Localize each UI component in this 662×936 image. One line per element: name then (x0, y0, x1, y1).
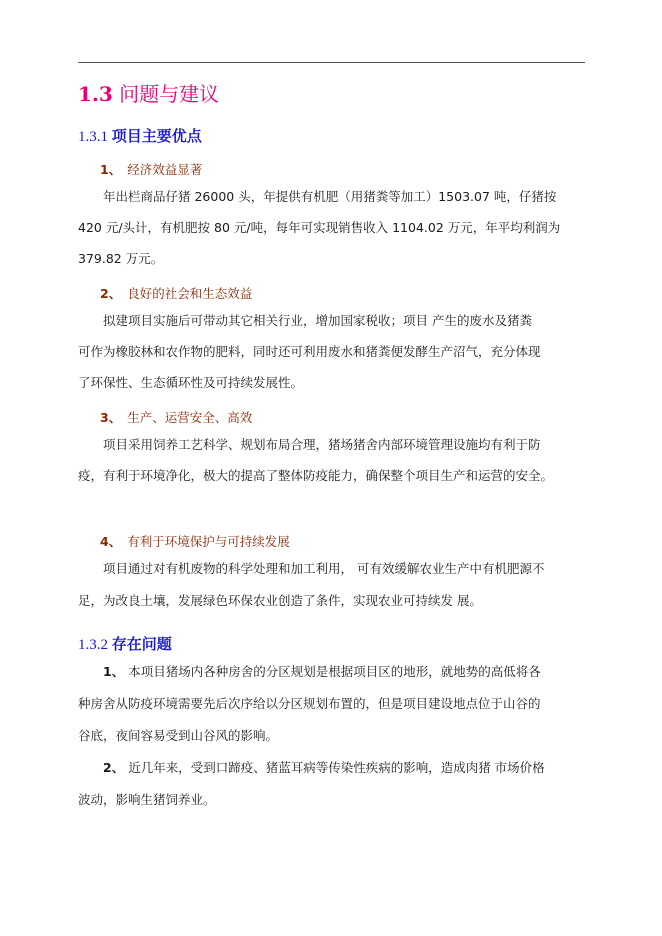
paragraph-line: 疫，有利于环境净化，极大的提高了整体防疫能力，确保整个项目生产和运营的安全。 (78, 468, 554, 483)
subsection-number: 1.3.1 (78, 129, 108, 145)
item-number: 2、 (100, 286, 122, 301)
paragraph-line: 足，为改良土壤，发展绿色环保农业创造了条件，实现农业可持续发 展。 (78, 593, 482, 608)
paragraph-line: 了环保性、生态循环性及可持续发展性。 (78, 375, 304, 390)
problem-text: 本项目猪场内各种房舍的分区规划是根据项目区的地形，就地势的高低将各 (128, 664, 541, 679)
item-number: 1、 (100, 162, 122, 177)
paragraph-line: 种房舍从防疫环境需要先后次序给以分区规划布置的，但是项目建设地点位于山谷的 (78, 696, 541, 711)
paragraph-line: 项目通过对有机废物的科学处理和加工利用， 可有效缓解农业生产中有机肥源不 (103, 561, 545, 576)
subsection-title: 项目主要优点 (111, 127, 202, 145)
paragraph-line: 可作为橡胶林和农作物的肥料，同时还可利用废水和猪粪便发酵生产沼气，充分体现 (78, 344, 541, 359)
section-title: 问题与建议 (119, 82, 220, 106)
paragraph-line (103, 666, 541, 679)
paragraph-line: 拟建项目实施后可带动其它相关行业，增加国家税收；项目 产生的废水及猪粪 (103, 313, 532, 328)
section-number: 1.3 (78, 82, 113, 106)
item-number: 3、 (100, 410, 122, 425)
subsection-number: 1.3.2 (78, 637, 108, 653)
paragraph-line (103, 762, 545, 775)
paragraph-line: 年出栏商品仔猪 26000 头，年提供有机肥（用猪粪等加工）1503.07 吨，仔猪按 (103, 189, 557, 204)
item-heading (100, 532, 290, 550)
item-number: 4、 (100, 534, 122, 549)
item-title: 生产、运营安全、高效 (127, 410, 253, 425)
item-heading (100, 160, 202, 178)
item-title: 有利于环境保护与可持续发展 (127, 534, 290, 549)
section-heading (78, 78, 219, 107)
item-heading (100, 284, 252, 302)
subsection-heading-problems (78, 633, 172, 654)
item-title: 经济效益显著 (127, 162, 203, 177)
subsection-heading-advantages (78, 125, 202, 146)
paragraph-line: 波动，影响生猪饲养业。 (78, 792, 216, 807)
header-rule (78, 62, 585, 63)
paragraph-line: 谷底，夜间容易受到山谷风的影响。 (78, 728, 279, 743)
paragraph-line: 379.82 万元。 (78, 251, 164, 266)
problem-text: 近几年来，受到口蹄疫、猪蓝耳病等传染性疾病的影响，造成肉猪 市场价格 (128, 760, 545, 775)
problem-number: 1、 (103, 664, 125, 679)
problem-number: 2、 (103, 760, 125, 775)
item-heading (100, 408, 252, 426)
paragraph-line: 项目采用饲养工艺科学、规划布局合理，猪场猪舍内部环境管理设施均有利于防 (103, 437, 541, 452)
paragraph-line: 420 元/头计，有机肥按 80 元/吨，每年可实现销售收入 1104.02 万元，年平均利润为 (78, 220, 561, 235)
subsection-title: 存在问题 (111, 635, 172, 653)
item-title: 良好的社会和生态效益 (127, 286, 253, 301)
